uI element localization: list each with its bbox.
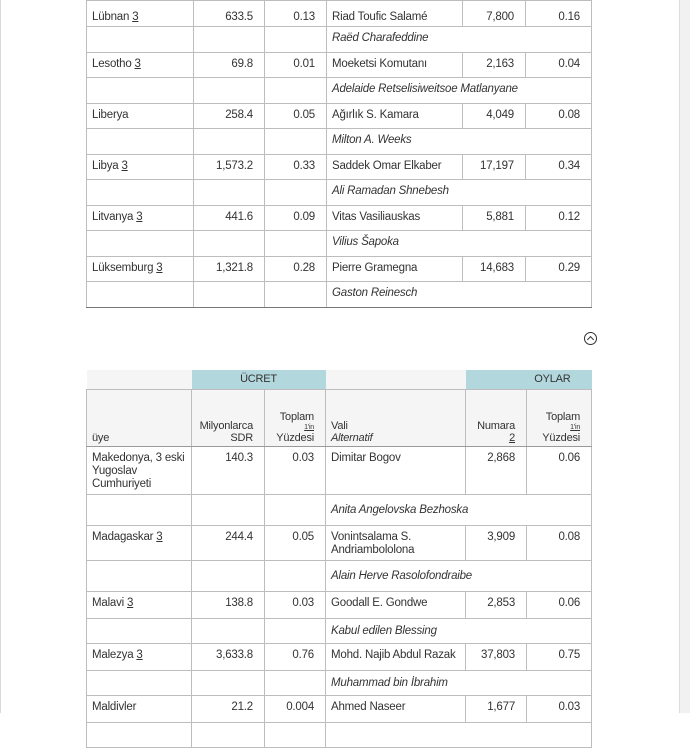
member-name: Lüksemburg 3 (87, 256, 194, 282)
alternate: Raëd Charafeddine (327, 27, 592, 53)
quota-percent: 0.13 (265, 1, 327, 27)
votes-number: 4,049 (463, 103, 526, 129)
table-row-alternate (87, 560, 592, 591)
votes-percent: 0.12 (526, 205, 592, 231)
table-row-alternate (87, 282, 592, 308)
governor: Ağırlık S. Kamara (327, 103, 463, 129)
governor: Vitas Vasiliauskas (327, 205, 463, 231)
quota-sdr: 21.2 (192, 695, 265, 722)
column-header-votes: Numara 2 (466, 389, 527, 446)
column-header-percent: Toplam 1'in Yüzdesi (265, 389, 326, 446)
footnote-link[interactable]: 3 (136, 648, 143, 661)
alternate: Milton A. Weeks (327, 129, 592, 155)
quota-sdr: 441.6 (194, 205, 265, 231)
votes-number: 2,163 (463, 52, 526, 78)
table-row-alternate (87, 231, 592, 257)
table-row (87, 591, 592, 618)
footnote-link[interactable]: 3 (156, 261, 163, 274)
member-name: Malavi 3 (87, 591, 192, 618)
table-row-alternate (87, 180, 592, 206)
table-row (87, 1, 592, 27)
members-table-m (86, 370, 592, 748)
votes-percent: 0.08 (526, 103, 592, 129)
alternate: Alain Herve Rasolofondraibe (326, 560, 592, 591)
table-row (87, 103, 592, 129)
quota-sdr: 140.3 (192, 446, 265, 494)
column-header-row (87, 389, 592, 446)
scrollbar-track[interactable] (679, 0, 690, 713)
page-left-edge (0, 0, 1, 713)
quota-sdr: 244.4 (192, 525, 265, 560)
quota-percent: 0.09 (265, 205, 327, 231)
quota-percent: 0.33 (265, 154, 327, 180)
group-header-fee: ÜCRET (192, 370, 326, 389)
votes-percent: 0.16 (526, 1, 592, 27)
column-group-header (87, 370, 592, 389)
votes-percent: 0.29 (526, 256, 592, 282)
table-row (87, 256, 592, 282)
governor: Ahmed Naseer (326, 695, 466, 722)
quota-sdr: 1,321.8 (194, 256, 265, 282)
back-to-top-icon[interactable] (584, 332, 597, 345)
alternate: Vilius Šapoka (327, 231, 592, 257)
votes-number: 1,677 (466, 695, 527, 722)
footnote-link[interactable]: 3 (132, 11, 139, 23)
quota-sdr: 69.8 (194, 52, 265, 78)
table-row-alternate (87, 27, 592, 53)
member-name: Lesotho 3 (87, 52, 194, 78)
votes-number: 7,800 (463, 1, 526, 27)
member-name: Libya 3 (87, 154, 194, 180)
quota-sdr: 138.8 (192, 591, 265, 618)
table-row-alternate (87, 670, 592, 695)
column-header-member: üye (87, 389, 192, 446)
governor: Dimitar Bogov (326, 446, 466, 494)
quota-percent: 0.03 (265, 591, 326, 618)
votes-number: 37,803 (466, 643, 527, 670)
footnote-link[interactable]: 3 (134, 57, 141, 70)
quota-percent: 0.05 (265, 103, 327, 129)
quota-percent: 0.004 (265, 695, 326, 722)
quota-percent: 0.05 (265, 525, 326, 560)
quota-sdr: 1,573.2 (194, 154, 265, 180)
governor: Vonintsalama S. Andriambololona (326, 525, 466, 560)
footnote-link[interactable]: 3 (127, 596, 134, 609)
governor: Mohd. Najib Abdul Razak (326, 643, 466, 670)
votes-number: 2,868 (466, 446, 527, 494)
table-row-alternate (87, 129, 592, 155)
member-name: Malezya 3 (87, 643, 192, 670)
quota-sdr: 633.5 (194, 1, 265, 27)
member-name: Madagaskar 3 (87, 525, 192, 560)
quota-percent: 0.01 (265, 52, 327, 78)
table-row-alternate (87, 722, 592, 747)
table-row-alternate (87, 494, 592, 525)
footnote-link[interactable]: 3 (136, 210, 143, 223)
member-name: Litvanya 3 (87, 205, 194, 231)
table-row (87, 446, 592, 494)
quota-percent: 0.03 (265, 446, 326, 494)
quota-percent: 0.28 (265, 256, 327, 282)
votes-percent: 0.34 (526, 154, 592, 180)
votes-number: 14,683 (463, 256, 526, 282)
table-row (87, 695, 592, 722)
member-name: Lübnan 3 (87, 1, 194, 27)
votes-number: 3,909 (466, 525, 527, 560)
table-row (87, 643, 592, 670)
member-name: Maldivler (87, 695, 192, 722)
footnote-link[interactable]: 2 (509, 431, 516, 444)
quota-sdr: 3,633.8 (192, 643, 265, 670)
column-header-votes-percent: Toplam 1'in Yüzdesi (527, 389, 592, 446)
votes-percent: 0.08 (527, 525, 592, 560)
governor: Goodall E. Gondwe (326, 591, 466, 618)
votes-number: 17,197 (463, 154, 526, 180)
governor: Pierre Gramegna (327, 256, 463, 282)
alternate: Adelaide Retselisiweitsoe Matlanyane (327, 78, 592, 104)
member-name: Makedonya, 3 eski Yugoslav Cumhuriyeti (87, 446, 192, 494)
votes-percent: 0.06 (527, 446, 592, 494)
alternate: Kabul edilen Blessing (326, 618, 592, 643)
governor: Moeketsi Komutanı (327, 52, 463, 78)
votes-number: 2,853 (466, 591, 527, 618)
table-row (87, 205, 592, 231)
column-header-sdr: Milyonlarca SDR (192, 389, 265, 446)
column-header-governor: Vali Alternatif (326, 389, 466, 446)
member-name: Liberya (87, 103, 194, 129)
table-row-alternate (87, 618, 592, 643)
group-header-votes: OYLAR (466, 370, 592, 389)
governor: Saddek Omar Elkaber (327, 154, 463, 180)
votes-percent: 0.75 (527, 643, 592, 670)
quota-percent: 0.76 (265, 643, 326, 670)
governor: Riad Toufic Salamé (327, 1, 463, 27)
votes-percent: 0.06 (527, 591, 592, 618)
alternate: Muhammad bin İbrahim (326, 670, 592, 695)
footnote-link[interactable]: 3 (156, 530, 163, 543)
quota-sdr: 258.4 (194, 103, 265, 129)
votes-number: 5,881 (463, 205, 526, 231)
table-row-alternate (87, 78, 592, 104)
footnote-link[interactable]: 3 (121, 159, 128, 172)
alternate: Gaston Reinesch (327, 282, 592, 308)
table-row (87, 525, 592, 560)
alternate (326, 722, 592, 747)
alternate: Ali Ramadan Shnebesh (327, 180, 592, 206)
votes-percent: 0.03 (527, 695, 592, 722)
table-row (87, 52, 592, 78)
votes-percent: 0.04 (526, 52, 592, 78)
members-table-l (86, 0, 592, 308)
alternate: Anita Angelovska Bezhoska (326, 494, 592, 525)
table-row (87, 154, 592, 180)
